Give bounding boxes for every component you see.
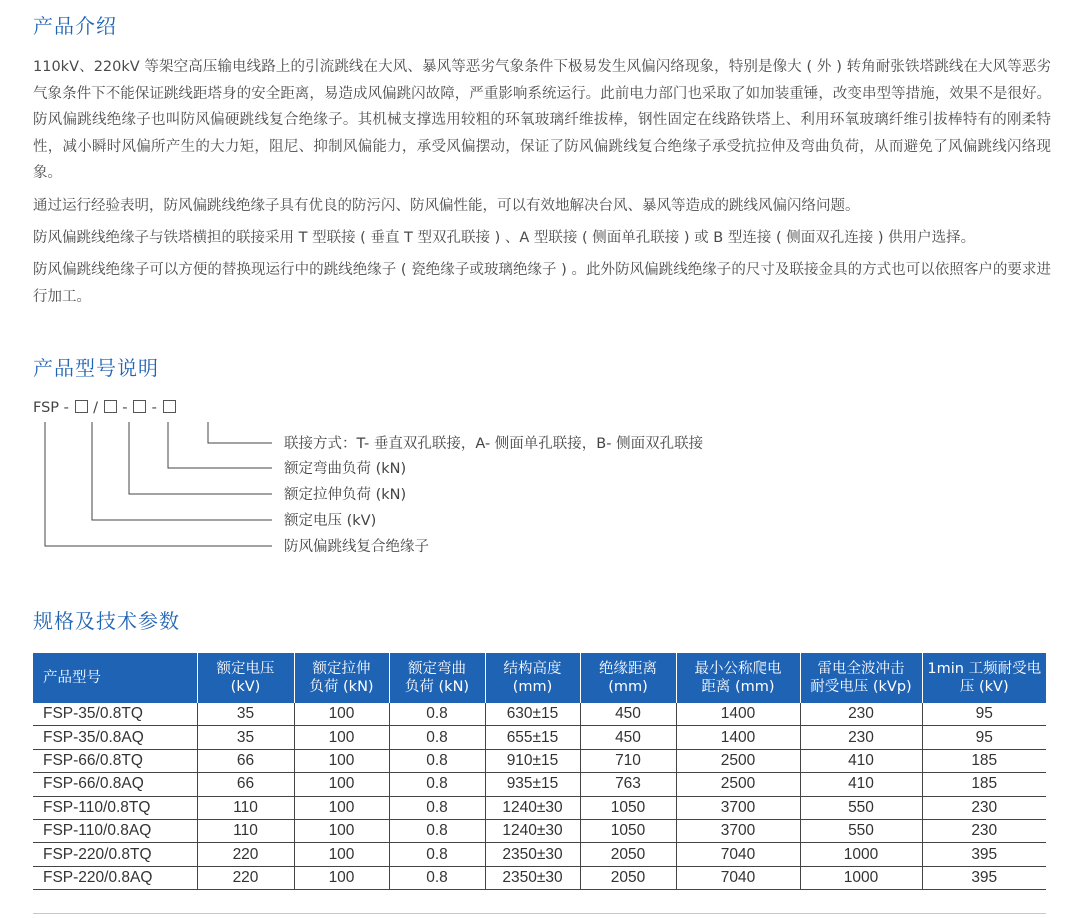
table-cell: 100 — [294, 796, 389, 819]
table-cell: 35 — [197, 703, 294, 726]
table-cell: 100 — [294, 843, 389, 866]
table-header-cell — [485, 653, 580, 703]
header-line-1: 额定电压 — [216, 661, 275, 677]
table-header-cell — [389, 653, 485, 703]
header-line-1: 额定拉伸 — [312, 661, 371, 677]
table-cell: 1240±30 — [485, 796, 580, 819]
table-cell: 0.8 — [389, 703, 485, 726]
table-header-cell — [922, 653, 1046, 703]
header-line-2: (mm) — [512, 679, 553, 695]
table-cell: 3700 — [676, 796, 800, 819]
tree-label-product: 防风偏跳线复合绝缘子 — [284, 539, 429, 555]
table-cell: 0.8 — [389, 866, 485, 889]
header-line-2: 耐受电压 (kVp) — [810, 679, 912, 695]
table-cell: 2050 — [580, 866, 676, 889]
header-line-2: (kV) — [230, 679, 261, 695]
table-cell: 763 — [580, 773, 676, 796]
table-cell: 230 — [800, 703, 922, 726]
table-cell: FSP-66/0.8TQ — [33, 749, 197, 772]
intro-paragraph-4: 防风偏跳线绝缘子可以方便的替换现运行中的跳线绝缘子 ( 瓷绝缘子或玻璃绝缘子 ) 。此外防风偏跳线绝缘子的尺寸及联接金具的方式也可以依照客户的要求进行加工。 — [33, 262, 1051, 305]
table-row — [33, 773, 1046, 796]
header-line-1: 1min 工频耐受电 — [927, 661, 1042, 677]
table-header-cell — [294, 653, 389, 703]
header-line-1: 产品型号 — [43, 670, 101, 686]
table-cell: 220 — [197, 843, 294, 866]
table-cell: 395 — [922, 843, 1046, 866]
model-dash: - — [63, 400, 69, 416]
table-row — [33, 749, 1046, 772]
table-row — [33, 726, 1046, 749]
header-line-2: 负荷 (kN) — [309, 679, 374, 695]
table-cell: 185 — [922, 749, 1046, 772]
header-line-2: 距离 (mm) — [701, 679, 775, 695]
table-cell: 710 — [580, 749, 676, 772]
table-cell: 35 — [197, 726, 294, 749]
table-cell: FSP-66/0.8AQ — [33, 773, 197, 796]
table-cell: 100 — [294, 703, 389, 726]
table-cell: 2350±30 — [485, 843, 580, 866]
table-cell: 2350±30 — [485, 866, 580, 889]
section-title-intro: 产品介绍 — [33, 14, 117, 38]
intro-paragraph-3: 防风偏跳线绝缘子与铁塔横担的联接采用 T 型联接 ( 垂直 T 型双孔联接 ) 、A 型联接 ( 侧面单孔联接 ) 或 B 型连接 ( 侧面双孔连接 ) 供用户选择。 — [33, 230, 976, 246]
table-cell: 1050 — [580, 819, 676, 842]
table-header-row — [33, 653, 1046, 703]
table-cell: 630±15 — [485, 703, 580, 726]
header-line-2: (mm) — [608, 679, 648, 695]
model-prefix: FSP — [33, 400, 60, 416]
table-cell: 110 — [197, 796, 294, 819]
table-cell: 110 — [197, 819, 294, 842]
table-cell: FSP-220/0.8AQ — [33, 866, 197, 889]
header-line-2: 压 (kV) — [959, 679, 1009, 695]
table-cell: 2500 — [676, 749, 800, 772]
table-row — [33, 819, 1046, 842]
tree-line-connection — [208, 422, 272, 443]
table-cell: 1400 — [676, 703, 800, 726]
table-row — [33, 703, 1046, 726]
table-cell: 550 — [800, 796, 922, 819]
tree-line-bending — [168, 422, 272, 468]
table-cell: 1000 — [800, 866, 922, 889]
model-slash: / — [93, 400, 98, 416]
table-cell: 0.8 — [389, 796, 485, 819]
tree-label-tensile: 额定拉伸负荷 (kN) — [284, 487, 407, 503]
table-cell: FSP-35/0.8TQ — [33, 703, 197, 726]
table-row — [33, 866, 1046, 889]
table-header-cell — [580, 653, 676, 703]
table-cell: 100 — [294, 773, 389, 796]
table-cell: 410 — [800, 773, 922, 796]
model-dash: - — [122, 400, 128, 416]
table-cell: FSP-220/0.8TQ — [33, 843, 197, 866]
tree-line-product — [45, 422, 272, 546]
header-line-1: 最小公称爬电 — [694, 661, 782, 677]
section-title-model: 产品型号说明 — [33, 356, 159, 380]
table-cell: 7040 — [676, 843, 800, 866]
table-cell: 910±15 — [485, 749, 580, 772]
table-row — [33, 843, 1046, 866]
table-cell: 450 — [580, 703, 676, 726]
section-title-spec: 规格及技术参数 — [33, 609, 180, 633]
tree-line-voltage — [92, 422, 272, 520]
table-cell: 100 — [294, 726, 389, 749]
table-cell: 410 — [800, 749, 922, 772]
table-cell: 1050 — [580, 796, 676, 819]
spec-table — [33, 653, 1046, 890]
tree-line-tensile — [129, 422, 272, 494]
table-cell: 0.8 — [389, 749, 485, 772]
bottom-divider — [33, 913, 1046, 914]
table-cell: 100 — [294, 866, 389, 889]
table-cell: 3700 — [676, 819, 800, 842]
table-body — [33, 703, 1046, 890]
table-cell: 66 — [197, 773, 294, 796]
table-cell: 95 — [922, 703, 1046, 726]
table-cell: 66 — [197, 749, 294, 772]
header-line-1: 额定弯曲 — [408, 661, 466, 677]
table-cell: 1400 — [676, 726, 800, 749]
table-cell: 7040 — [676, 866, 800, 889]
table-cell: 655±15 — [485, 726, 580, 749]
table-header-cell — [676, 653, 800, 703]
table-cell: 550 — [800, 819, 922, 842]
header-line-1: 结构高度 — [503, 661, 562, 677]
table-cell: 2500 — [676, 773, 800, 796]
table-cell: 230 — [922, 819, 1046, 842]
model-dash: - — [151, 400, 157, 416]
tree-label-connection: 联接方式：T- 垂直双孔联接，A- 侧面单孔联接，B- 侧面双孔联接 — [284, 436, 704, 452]
table-cell: 0.8 — [389, 819, 485, 842]
table-row — [33, 796, 1046, 819]
table-header-cell — [33, 653, 197, 703]
table-header-cell — [800, 653, 922, 703]
table-header-cell — [197, 653, 294, 703]
table-cell: FSP-35/0.8AQ — [33, 726, 197, 749]
table-cell: 0.8 — [389, 843, 485, 866]
table-cell: 100 — [294, 749, 389, 772]
table-cell: 1000 — [800, 843, 922, 866]
table-cell: FSP-110/0.8AQ — [33, 819, 197, 842]
header-line-1: 雷电全波冲击 — [817, 661, 905, 677]
table-cell: 1240±30 — [485, 819, 580, 842]
table-cell: 450 — [580, 726, 676, 749]
table-cell: 100 — [294, 819, 389, 842]
table-cell: 185 — [922, 773, 1046, 796]
table-cell: 935±15 — [485, 773, 580, 796]
table-cell: 2050 — [580, 843, 676, 866]
header-line-2: 负荷 (kN) — [404, 679, 470, 695]
table-cell: 0.8 — [389, 726, 485, 749]
table-cell: 95 — [922, 726, 1046, 749]
table-cell: 395 — [922, 866, 1046, 889]
tree-label-voltage: 额定电压 (kV) — [284, 513, 377, 529]
table-cell: 0.8 — [389, 773, 485, 796]
intro-paragraph-1: 110kV、220kV 等架空高压输电线路上的引流跳线在大风、暴风等恶劣气象条件下极易发生风偏闪络现象，特别是像大 ( 外 ) 转角耐张铁塔跳线在大风等恶劣气象条件下不能保证跳线距塔身的安全距离，易造成风偏跳闪故障，严重影响系统运行。此前电力部门也采取了如加装重锤，改变串型等措施，效果不是很好。防风偏跳线绝缘子也叫防风偏硬跳线复合绝缘子。其机械支撑选用较粗的环氧玻璃纤维拔棒，钢性固定在线路铁塔上、利用环氧玻璃纤维引拔棒特有的刚柔特性，减小瞬时风偏所产生的大力矩，阻尼、抑制风偏能力，承受风偏摆动，保证了防风偏跳线复合绝缘子承受抗拉伸及弯曲负荷，从而避免了风偏跳线闪络现象。 — [33, 59, 1051, 181]
intro-paragraph-2: 通过运行经验表明，防风偏跳线绝缘子具有优良的防污闪、防风偏性能，可以有效地解决台风、暴风等造成的跳线风偏闪络问题。 — [33, 198, 860, 214]
table-cell: 220 — [197, 866, 294, 889]
header-line-1: 绝缘距离 — [599, 661, 657, 677]
tree-label-bending: 额定弯曲负荷 (kN) — [284, 461, 407, 477]
table-cell: 230 — [800, 726, 922, 749]
table-cell: 230 — [922, 796, 1046, 819]
table-cell: FSP-110/0.8TQ — [33, 796, 197, 819]
